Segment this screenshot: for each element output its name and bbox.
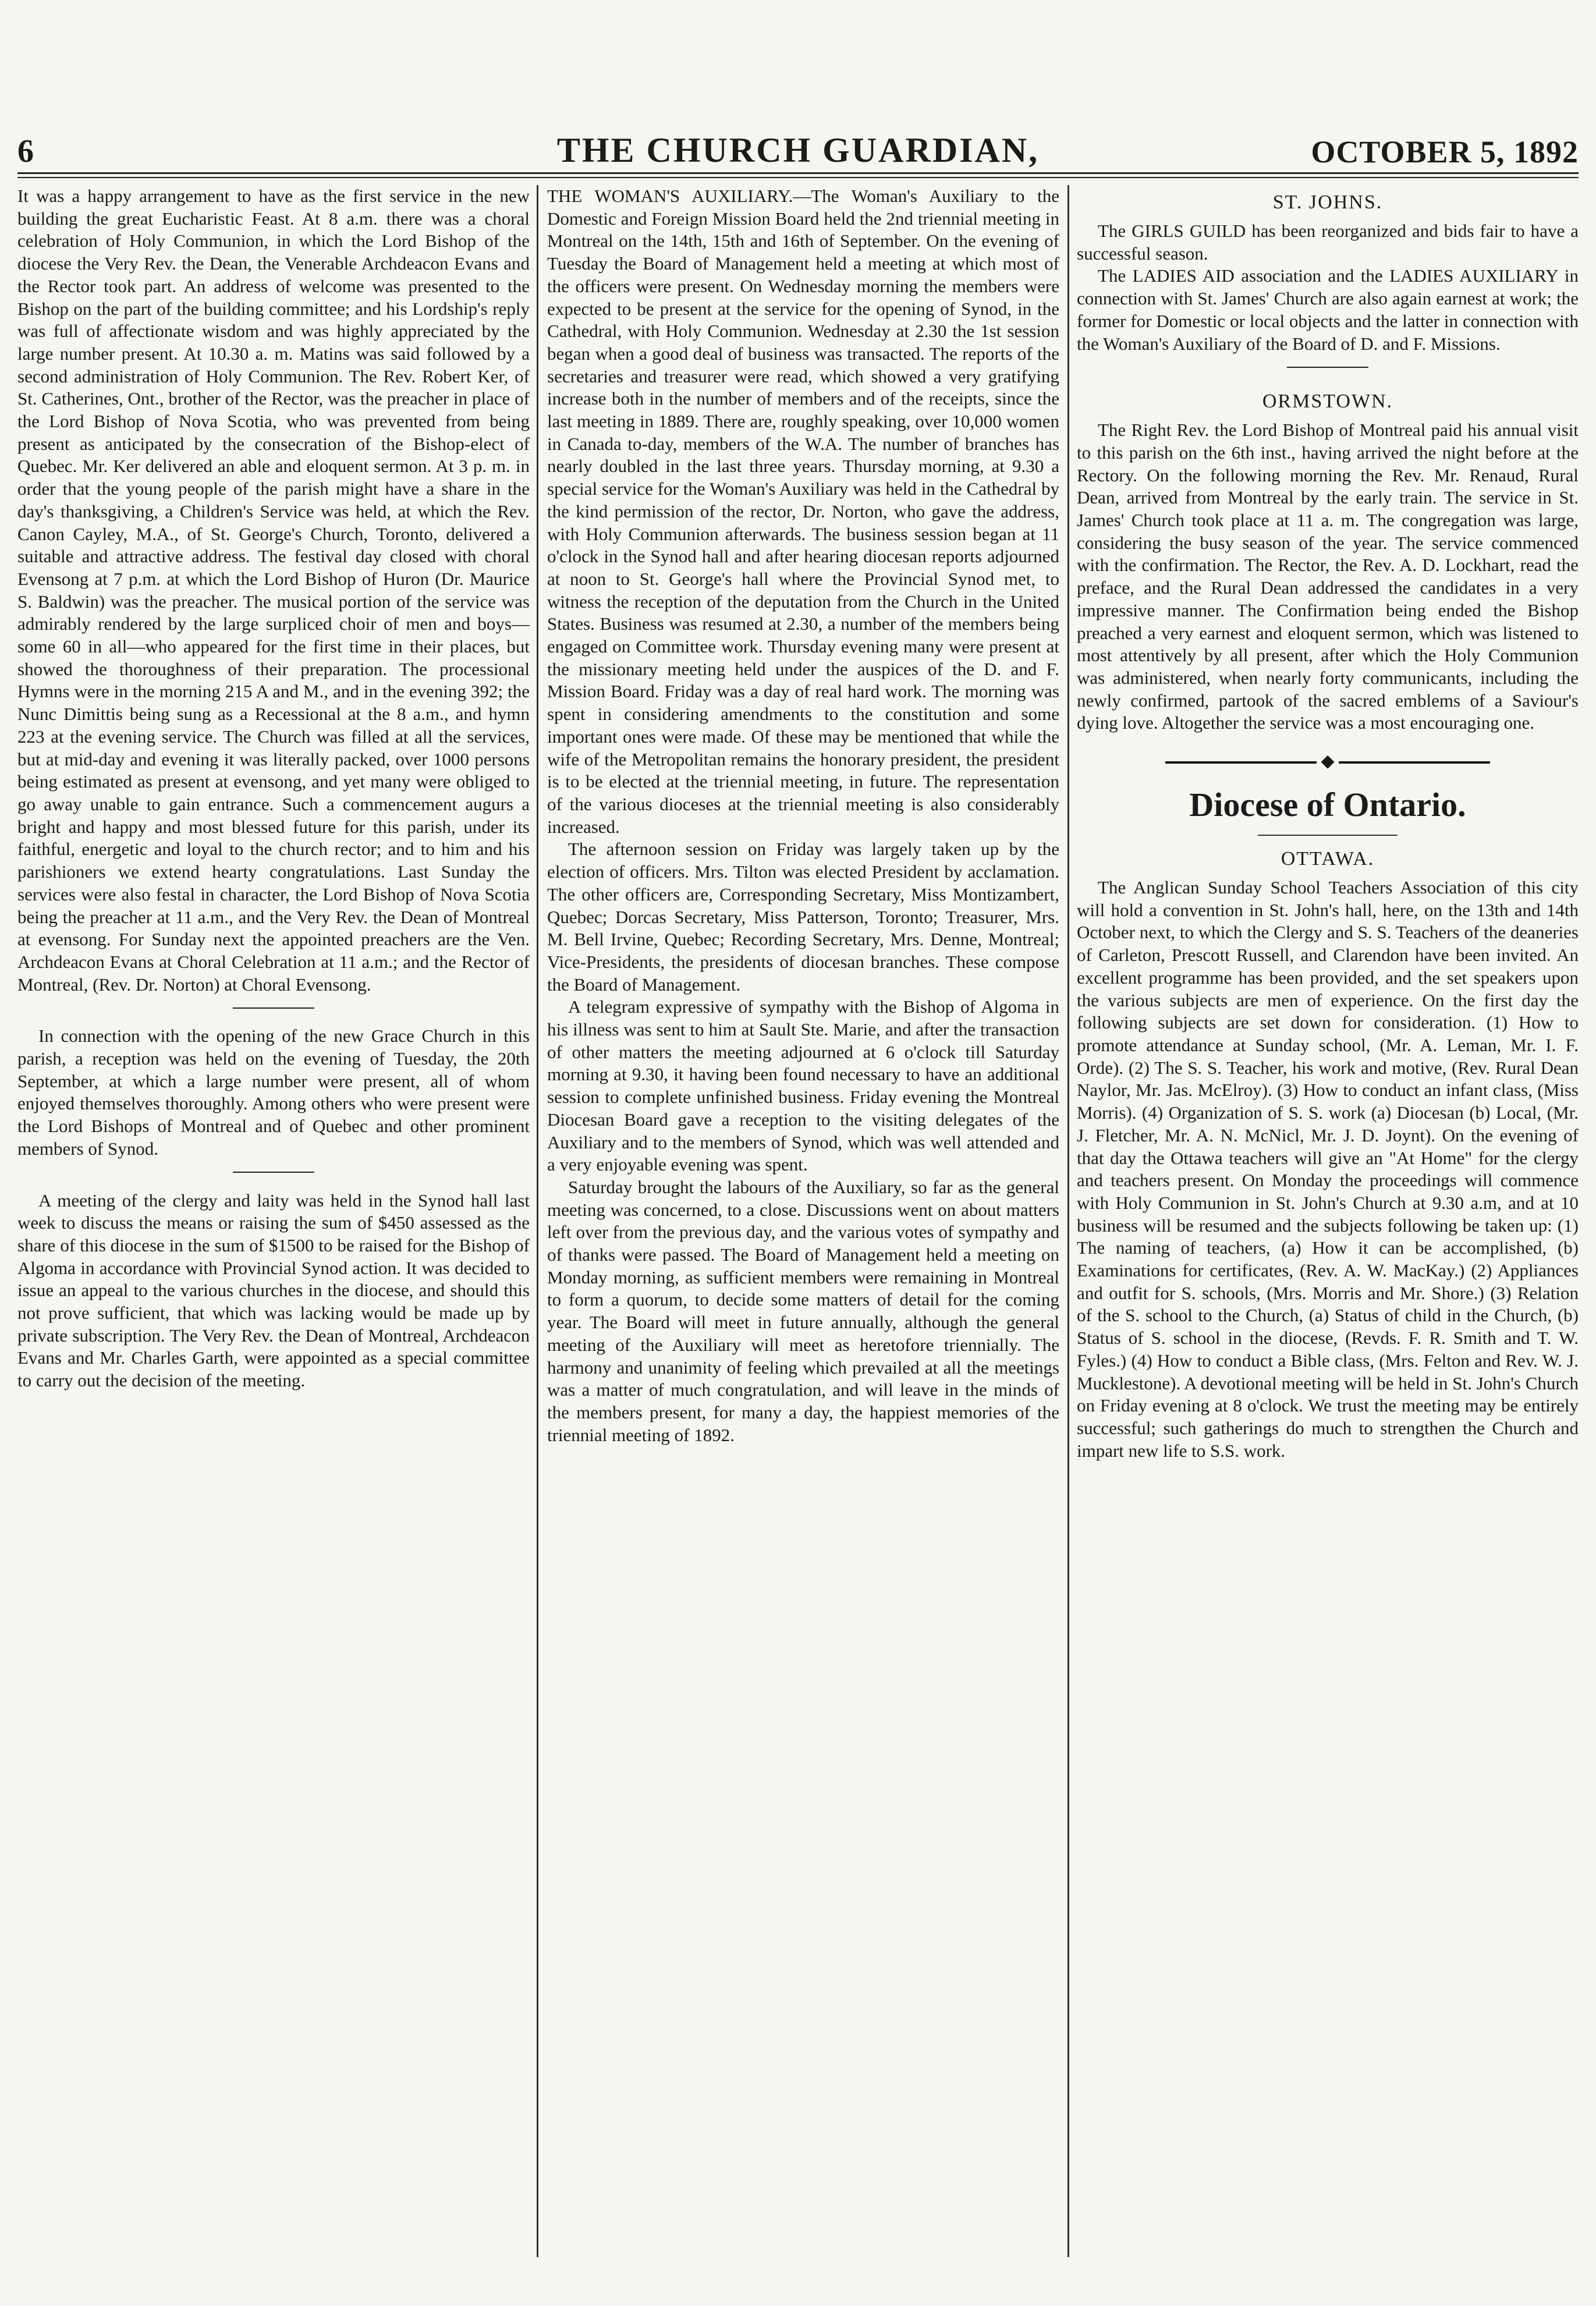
ormstown-heading: ORMSTOWN. (1262, 391, 1393, 413)
section-separator (1077, 355, 1579, 384)
section-separator (17, 996, 530, 1025)
article-church-opening: It was a happy arrangement to have as the first service in the new building the great Eucharistic Feast. At 8 a.m. there was a choral celebration of Holy Communion, in which the Lord Bishop of the diocese the Very Rev. the Dean, the Venerable Archdeacon Evans and the Rector took part. An address of welcome was presented to the Bishop on the part of the building committee; and his Lordship's reply was full of affectionate wisdom and was highly appreciated by the large number present. At 10.30 a. m. Matins was said followed by a second administration of Holy Communion. The Rev. Robert Ker, of St. Catherines, Ont., brother of the Rector, was the preacher in place of the Lord Bishop of Nova Scotia, who was prevented from being present as anticipated by the consecration of the Bishop-elect of Quebec. Mr. Ker delivered an able and eloquent sermon. At 3 p. m. in order that the young people of the parish might have a share in the day's thanksgiving, a Children's Service was held, at which the Rev. Canon Cayley, M.A., of St. George's Church, Toronto, delivered a suitable and attractive address. The festival day closed with choral Evensong at 7 p.m. at which the Lord Bishop of Huron (Dr. Maurice S. Baldwin) was the preacher. The musical portion of the service was admirably rendered by the large surpliced choir of men and boys—some 60 in all—who appeared for the first time in their places, but showed the thoroughness of their preparation. The processional Hymns were in the morning 215 A and M., and in the evening 392; the Nunc Dimittis being sung as a Recessional at the 8 a.m., and hymn 223 at the evening service. The Church was filled at all the services, but at mid-day and evening it was literally packed, over 1000 persons being estimated as present at evensong, and yet many were obliged to go away unable to gain entrance. Such a commencement augurs a bright and happy and most blessed future for this parish, under its faithful, energetic and loyal to the church rector; and to him and his parishioners we extend hearty congratulations. Last Sunday the services were also festal in character, the Lord Bishop of Nova Scotia being the preacher at 11 a.m., and the Very Rev. the Dean of Montreal at evensong. For Sunday next the appointed preachers are the Ven. Archdeacon Evans at Choral Celebration at 11 a.m.; and the Rector of Montreal, (Rev. Dr. Norton) at Choral Evensong. (17, 186, 530, 995)
header-rule-thin (17, 177, 1579, 178)
article-grace-church-reception: In connection with the opening of the new Grace Church in this parish, a reception was held on the evening of Tuesday, the 20th September, at which a large number were present, all of whom enjoyed themselves thoroughly. Among others who were present were the Lord Bishops of Montreal and of Quebec and other prominent members of Synod. (17, 1026, 530, 1159)
ottawa-article: The Anglican Sunday School Teachers Association of this city will hold a convention in St. John's hall, here, on the 13th and 14th October next, to which the Clergy and S. S. Teachers of the deaneries of Carleton, Prescott Russell, and Clarendon have been invited. An excellent programme has been provided, and the set speakers upon the various subjects are men of experience. On the first day the following subjects are set down for consideration. (1) How to promote attendance at Sunday school, (Mr. A. Leman, Mr. I. F. Orde). (2) The S. S. Teacher, his work and motive, (Rev. Rural Dean Naylor, Mr. Jas. McElroy). (3) How to conduct an infant class, (Miss Morris). (4) Organization of S. S. work (a) Diocesan (b) Local, (Mr. J. Fletcher, Mr. A. N. McNicl, Mr. J. D. Joynt). On the evening of that day the Ottawa teachers will give an "At Home" for the clergy and teachers present. On Monday the proceedings will commence with Holy Communion in St. John's Church at 9.30 a.m, and at 10 business will be resumed and the subjects following be taken up: (1) The naming of teachers, (a) How it can be accomplished, (b) Examinations for certificates, (Rev. A. W. MacKay.) (2) Appliances and outfit for S. schools, (Mrs. Morris and Mr. Shore.) (3) Relation of the S. school to the Church, (a) Status of child in the Church, (b) Status of S. school in the diocese, (Revds. F. R. Smith and T. W. Fyles.) (4) How to conduct a Bible class, (Mrs. Felton and Rev. W. J. Mucklestone). A devotional meeting will be held in St. John's Church on Friday evening at 8 o'clock. We trust the meeting may be entirely successful; such gatherings do much to strengthen the Church and impart new life to S.S. work. (1077, 877, 1579, 1461)
page-number: 6 (17, 133, 34, 169)
st-johns-heading: ST. JOHNS. (1272, 191, 1383, 213)
header-rule (17, 172, 1579, 174)
page-header (17, 127, 1579, 179)
ormstown-article: The Right Rev. the Lord Bishop of Montreal paid his annual visit to this parish on the 6th inst., having arrived the night before at the Rectory. On the following morning the Rev. Mr. Renaud, Rural Dean, arrived from Montreal by the early train. The service in St. James' Church took place at 11 a. m. The congregation was large, considering the busy season of the year. The service commenced with the confirmation. The Rector, the Rev. A. D. Lockhart, read the preface, and the Rural Dean addressed the candidates in a very impressive manner. The Confirmation being ended the Bishop preached a very earnest and eloquent sermon, which was listened to most attentively by all present, after which the Holy Communion was administered, when nearly forty communicants, including the newly confirmed, partook of the sacred emblems of a Saviour's dying love. Altogether the service was a most encouraging one. (1077, 420, 1579, 733)
issue-date: OCTOBER 5, 1892 (1311, 134, 1579, 169)
article-womans-auxiliary-telegram: A telegram expressive of sympathy with the Bishop of Algoma in his illness was sent to him at Sault Ste. Marie, and after the transaction of other matters the meeting adjourned at 6 o'clock till Saturday morning at 9.30, it having been found necessary to have an additional session to complete unfinished business. Friday evening the Montreal Diocesan Board gave a reception to the visiting delegates of the Auxiliary and to the members of Synod, which was well attended and a very enjoyable evening was spent. (547, 996, 1059, 1175)
column-1 (17, 185, 530, 2280)
column-2 (547, 185, 1059, 2280)
st-johns-girls-guild: The GIRLS GUILD has been reorganized and bids fair to have a successful season. (1077, 221, 1579, 264)
column-3 (1077, 185, 1579, 2280)
st-johns-ladies-aid: The LADIES AID association and the LADIES AUXILIARY in connection with St. James' Church are also again earnest at work; the former for Domestic or local objects and the latter in connection with the Woman's Auxiliary of the Board of D. and F. Missions. (1077, 265, 1579, 354)
diocese-heading: Diocese of Ontario. (1189, 786, 1466, 824)
column-divider-2 (1067, 185, 1069, 2257)
column-divider-1 (537, 185, 538, 2257)
heading-rule (1258, 835, 1398, 842)
article-womans-auxiliary-officers: The afternoon session on Friday was largely taken up by the election of officers. Mrs. Tilton was elected President by acclamation. The other officers are, Corresponding Secretary, Miss Montizambert, Quebec; Dorcas Secretary, Miss Patterson, Toronto; Treasurer, Mrs. M. Bell Irvine, Quebec; Recording Secretary, Mrs. Denne, Montreal; Vice-Presidents, the presidents of diocesan branches. These compose the Board of Management. (547, 839, 1059, 995)
masthead-title: THE CHURCH GUARDIAN, (556, 131, 1040, 169)
ornamental-rule: ◆ (1077, 750, 1579, 773)
article-algoma-meeting: A meeting of the clergy and laity was held in the Synod hall last week to discuss the means or raising the sum of $450 assessed as the share of this diocese in the sum of $1500 to be raised for the Bishop of Algoma in accordance with Provincial Synod action. It was decided to issue an appeal to the various churches in the diocese, and should this not prove sufficient, that which was lacking would be made up by private subscription. The Very Rev. the Dean of Montreal, Archdeacon Evans and Mr. Charles Garth, were appointed as a special committee to carry out the decision of the meeting. (17, 1190, 530, 1391)
ottawa-heading: OTTAWA. (1281, 848, 1375, 870)
section-separator (17, 1161, 530, 1190)
article-womans-auxiliary-saturday: Saturday brought the labours of the Auxiliary, so far as the general meeting was concerned, to a close. Discussions went on about matters left over from the previous day, and the various votes of sympathy and of thanks were passed. The Board of Management held a meeting on Monday morning, as sufficient members were remaining in Montreal to form a quorum, to decide some matters of detail for the coming year. The Board will meet in future annually, although the general meeting of the Auxiliary will meet as heretofore triennially. The harmony and unanimity of feeling which prevailed at all the meetings was a matter of much congratulation, and will leave in the minds of the members present, for many a day, the happiest memories of the triennial meeting of 1892. (547, 1176, 1059, 1445)
article-womans-auxiliary: THE WOMAN'S AUXILIARY.—The Woman's Auxiliary to the Domestic and Foreign Mission Board held the 2nd triennial meeting in Montreal on the 14th, 15th and 16th of September. On the evening of Tuesday the Board of Management held a meeting at which most of the officers were present. On Wednesday morning the members were expected to be present at the service for the opening of Synod, in the Cathedral, with Holy Communion. Wednesday at 2.30 the 1st session began when a good deal of business was transacted. The reports of the secretaries and treasurer were read, which showed a very gratifying increase both in the number of members and of the receipts, since the last meeting in 1889. There are, roughly speaking, over 10,000 women in Canada to-day, members of the W.A. The number of branches has nearly doubled in the last three years. Thursday morning, at 9.30 a special service for the Woman's Auxiliary was held in the Cathedral by the kind permission of the rector, Dr. Norton, who gave the address, with Holy Communion afterwards. The business session began at 11 o'clock in the Synod hall and after hearing diocesan reports adjourned at noon to St. George's hall where the Provincial Synod met, to witness the reception of the deputation from the Church in the United States. Business was resumed at 2.30, a number of the members being engaged on Committee work. Thursday evening many were present at the missionary meeting held under the auspices of the D. and F. Mission Board. Friday was a day of real hard work. The morning was spent in considering amendments to the constitution and some important ones were made. Of these may be mentioned that while the wife of the Metropolitan remains the honorary president, the president is to be elected at the triennial meeting, in future. The representation of the various dioceses at the triennial meeting is also considerably increased. (547, 186, 1059, 837)
